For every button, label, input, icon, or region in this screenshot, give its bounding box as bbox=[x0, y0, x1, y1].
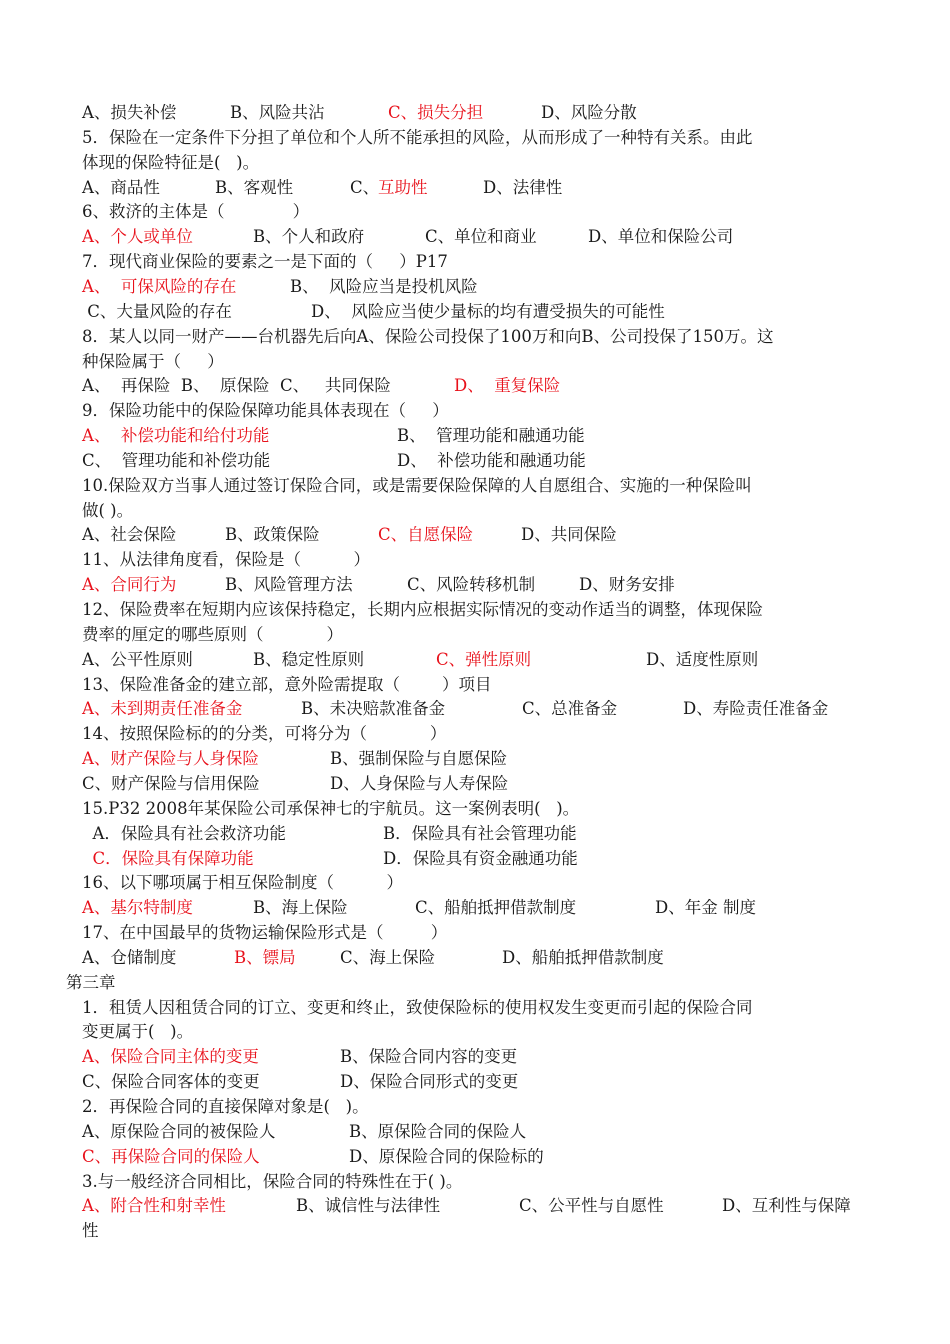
text-segment: C、财产保险与信用保险 bbox=[82, 773, 260, 793]
text-segment: 2．再保险合同的直接保障对象是( )。 bbox=[82, 1097, 369, 1116]
text-line bbox=[82, 200, 902, 225]
text-line bbox=[82, 325, 902, 350]
text-segment: B、未决赔款准备金 bbox=[301, 699, 446, 719]
text-line bbox=[82, 250, 902, 275]
text-segment: D、法律性 bbox=[483, 177, 563, 197]
text-segment: 13、保险准备金的建立部，意外险需提取（ ）项目 bbox=[82, 674, 492, 694]
text-segment: 费率的厘定的哪些原则（ ） bbox=[82, 624, 343, 644]
text-segment: D、风险分散 bbox=[541, 103, 637, 122]
answer-highlight: C、自愿保险 bbox=[378, 525, 474, 545]
text-line bbox=[82, 499, 902, 524]
text-line bbox=[82, 722, 902, 747]
text-line bbox=[82, 1020, 902, 1045]
text-segment: A、 再保险 B、 原保险 C、 共同保险 bbox=[82, 376, 397, 396]
answer-highlight: A、合同行为 bbox=[82, 575, 177, 595]
answer-highlight: A、财产保险与人身保险 bbox=[82, 749, 259, 769]
text-line bbox=[82, 374, 902, 399]
text-line bbox=[82, 523, 902, 548]
answer-highlight: C、再保险合同的保险人 bbox=[82, 1146, 260, 1166]
text-line bbox=[82, 847, 902, 872]
text-line bbox=[82, 1219, 902, 1244]
answer-highlight: A、基尔特制度 bbox=[82, 898, 193, 918]
text-line bbox=[82, 350, 902, 375]
text-segment: A、损失补偿 bbox=[82, 103, 177, 122]
text-line bbox=[66, 971, 886, 996]
text-segment: B、客观性 bbox=[215, 177, 294, 197]
text-segment: A、商品性 bbox=[82, 177, 160, 197]
text-segment: 体现的保险特征是( )。 bbox=[82, 152, 260, 172]
answer-highlight: C、损失分担 bbox=[388, 103, 484, 122]
text-segment: B、政策保险 bbox=[225, 525, 320, 545]
text-line bbox=[82, 946, 902, 971]
text-segment: B、诚信性与法律性 bbox=[296, 1196, 441, 1216]
text-segment: D、人身保险与人寿保险 bbox=[330, 773, 509, 793]
text-segment: 9．保险功能中的保险保障功能具体表现在（ ） bbox=[82, 401, 449, 421]
answer-highlight: A、 补偿功能和给付功能 bbox=[82, 426, 270, 446]
answer-highlight: A、保险合同主体的变更 bbox=[82, 1047, 259, 1067]
text-segment: B、原保险合同的保险人 bbox=[349, 1121, 527, 1141]
text-line bbox=[82, 747, 902, 772]
text-line bbox=[82, 772, 902, 797]
text-segment: 10.保险双方当事人通过签订保险合同，或是需要保险保障的人自愿组合、实施的一种保险叫 bbox=[82, 475, 752, 495]
text-segment: B、强制保险与自愿保险 bbox=[330, 749, 508, 769]
text-line bbox=[82, 697, 902, 722]
text-segment: B、风险共沾 bbox=[230, 103, 325, 122]
answer-highlight: B、镖局 bbox=[234, 947, 296, 967]
text-segment: B、个人和政府 bbox=[253, 227, 365, 247]
text-line bbox=[82, 1194, 902, 1219]
text-line bbox=[82, 673, 902, 698]
text-segment: 16、以下哪项属于相互保险制度（ ） bbox=[82, 873, 403, 893]
text-segment: A．保险具有社会救济功能 bbox=[82, 823, 286, 843]
text-line bbox=[82, 623, 902, 648]
text-segment: D、年金 制度 bbox=[655, 898, 756, 918]
text-line bbox=[82, 1170, 902, 1195]
text-segment: B、风险管理方法 bbox=[225, 575, 353, 595]
text-segment: 6、救济的主体是（ ） bbox=[82, 202, 310, 222]
text-segment: D、寿险责任准备金 bbox=[683, 699, 829, 719]
answer-highlight: A、个人或单位 bbox=[82, 227, 193, 247]
text-line bbox=[82, 797, 902, 822]
text-segment: B、稳定性原则 bbox=[253, 649, 365, 669]
text-segment: C、 bbox=[350, 177, 380, 197]
text-line bbox=[82, 474, 902, 499]
answer-highlight: A、 可保风险的存在 bbox=[82, 276, 237, 296]
text-segment: 17、在中国最早的货物运输保险形式是（ ） bbox=[82, 923, 448, 943]
text-segment: D、 风险应当使少量标的均有遭受损失的可能性 bbox=[311, 301, 665, 321]
text-segment: D、互利性与保障 bbox=[722, 1196, 851, 1216]
text-segment: D．保险具有资金融通功能 bbox=[383, 848, 578, 868]
text-line bbox=[82, 300, 902, 325]
text-line bbox=[82, 126, 902, 151]
text-segment: 第三章 bbox=[66, 972, 116, 992]
text-line bbox=[82, 424, 902, 449]
text-segment: C、保险合同客体的变更 bbox=[82, 1072, 260, 1092]
text-line bbox=[82, 449, 902, 474]
text-segment: 1．租赁人因租赁合同的订立、变更和终止，致使保险标的使用权发生变更而引起的保险合同 bbox=[82, 997, 753, 1017]
text-segment: 3.与一般经济合同相比，保险合同的特殊性在于( )。 bbox=[82, 1171, 463, 1191]
answer-highlight: C、弹性原则 bbox=[436, 649, 532, 669]
text-line bbox=[82, 225, 902, 250]
text-line bbox=[82, 151, 902, 176]
text-segment: A、原保险合同的被保险人 bbox=[82, 1121, 276, 1141]
text-line bbox=[82, 1095, 902, 1120]
text-segment: B、海上保险 bbox=[253, 898, 348, 918]
text-segment: 7．现代商业保险的要素之一是下面的（ ）P17 bbox=[82, 252, 448, 272]
answer-highlight: 互助性 bbox=[378, 177, 428, 197]
text-segment: D、 补偿功能和融通功能 bbox=[397, 450, 586, 470]
text-line bbox=[82, 176, 902, 201]
text-segment: B、保险合同内容的变更 bbox=[340, 1047, 518, 1067]
text-segment: C、 管理功能和补偿功能 bbox=[82, 450, 271, 470]
text-segment: C、总准备金 bbox=[522, 699, 618, 719]
text-segment: D、原保险合同的保险标的 bbox=[349, 1146, 544, 1166]
text-line bbox=[82, 573, 902, 598]
text-line bbox=[82, 648, 902, 673]
answer-highlight: D、 重复保险 bbox=[454, 376, 561, 396]
text-line bbox=[82, 1120, 902, 1145]
text-segment: D、财务安排 bbox=[579, 575, 675, 595]
text-segment: A、公平性原则 bbox=[82, 649, 193, 669]
text-segment: C、海上保险 bbox=[340, 947, 436, 967]
text-line bbox=[82, 399, 902, 424]
text-segment: 变更属于( )。 bbox=[82, 1022, 194, 1042]
text-line bbox=[82, 1145, 902, 1170]
text-segment: 做( )。 bbox=[82, 500, 134, 520]
text-segment: D、共同保险 bbox=[521, 525, 617, 545]
text-segment: C、大量风险的存在 bbox=[82, 301, 232, 321]
text-segment: 5．保险在一定条件下分担了单位和个人所不能承担的风险，从而形成了一种特有关系。由此 bbox=[82, 127, 753, 147]
text-segment: C、船舶抵押借款制度 bbox=[415, 898, 577, 918]
text-segment: B．保险具有社会管理功能 bbox=[383, 823, 577, 843]
text-segment: C、单位和商业 bbox=[425, 227, 537, 247]
text-segment: 14、按照保险标的的分类，可将分为（ ） bbox=[82, 724, 447, 744]
text-segment: 种保险属于（ ） bbox=[82, 351, 224, 371]
text-segment: D、单位和保险公司 bbox=[588, 227, 734, 247]
text-line bbox=[82, 1045, 902, 1070]
text-line bbox=[82, 996, 902, 1021]
text-segment: 8．某人以同一财产——台机器先后向A、保险公司投保了100万和向B、公司投保了150万。这 bbox=[82, 326, 774, 346]
text-segment: 12、保险费率在短期内应该保持稳定，长期内应根据实际情况的变动作适当的调整，体现保险 bbox=[82, 600, 763, 619]
text-segment: C、风险转移机制 bbox=[407, 575, 536, 595]
text-segment: B、 管理功能和融通功能 bbox=[397, 426, 585, 446]
text-line bbox=[82, 1070, 902, 1095]
text-segment: 性 bbox=[82, 1221, 99, 1241]
text-segment: A、仓储制度 bbox=[82, 947, 177, 967]
text-line bbox=[82, 822, 902, 847]
text-line bbox=[82, 548, 902, 573]
text-line bbox=[82, 275, 902, 300]
text-line bbox=[82, 871, 902, 896]
text-line bbox=[82, 101, 902, 126]
text-segment: C、公平性与自愿性 bbox=[519, 1196, 664, 1216]
text-segment: 11、从法律角度看，保险是（ ） bbox=[82, 550, 370, 570]
answer-highlight: A、未到期责任准备金 bbox=[82, 699, 243, 719]
text-segment: D、船舶抵押借款制度 bbox=[502, 947, 664, 967]
answer-highlight: C．保险具有保障功能 bbox=[82, 848, 254, 868]
text-segment: A、社会保险 bbox=[82, 525, 177, 545]
answer-highlight: A、附合性和射幸性 bbox=[82, 1196, 226, 1216]
text-line bbox=[82, 896, 902, 921]
text-segment: D、适度性原则 bbox=[646, 649, 759, 669]
text-segment: B、 风险应当是投机风险 bbox=[290, 276, 478, 296]
text-line bbox=[82, 598, 902, 623]
text-segment: D、保险合同形式的变更 bbox=[340, 1072, 519, 1092]
text-segment: 15.P32 2008年某保险公司承保神七的宇航员。这一案例表明( )。 bbox=[82, 798, 580, 818]
text-line bbox=[82, 921, 902, 946]
